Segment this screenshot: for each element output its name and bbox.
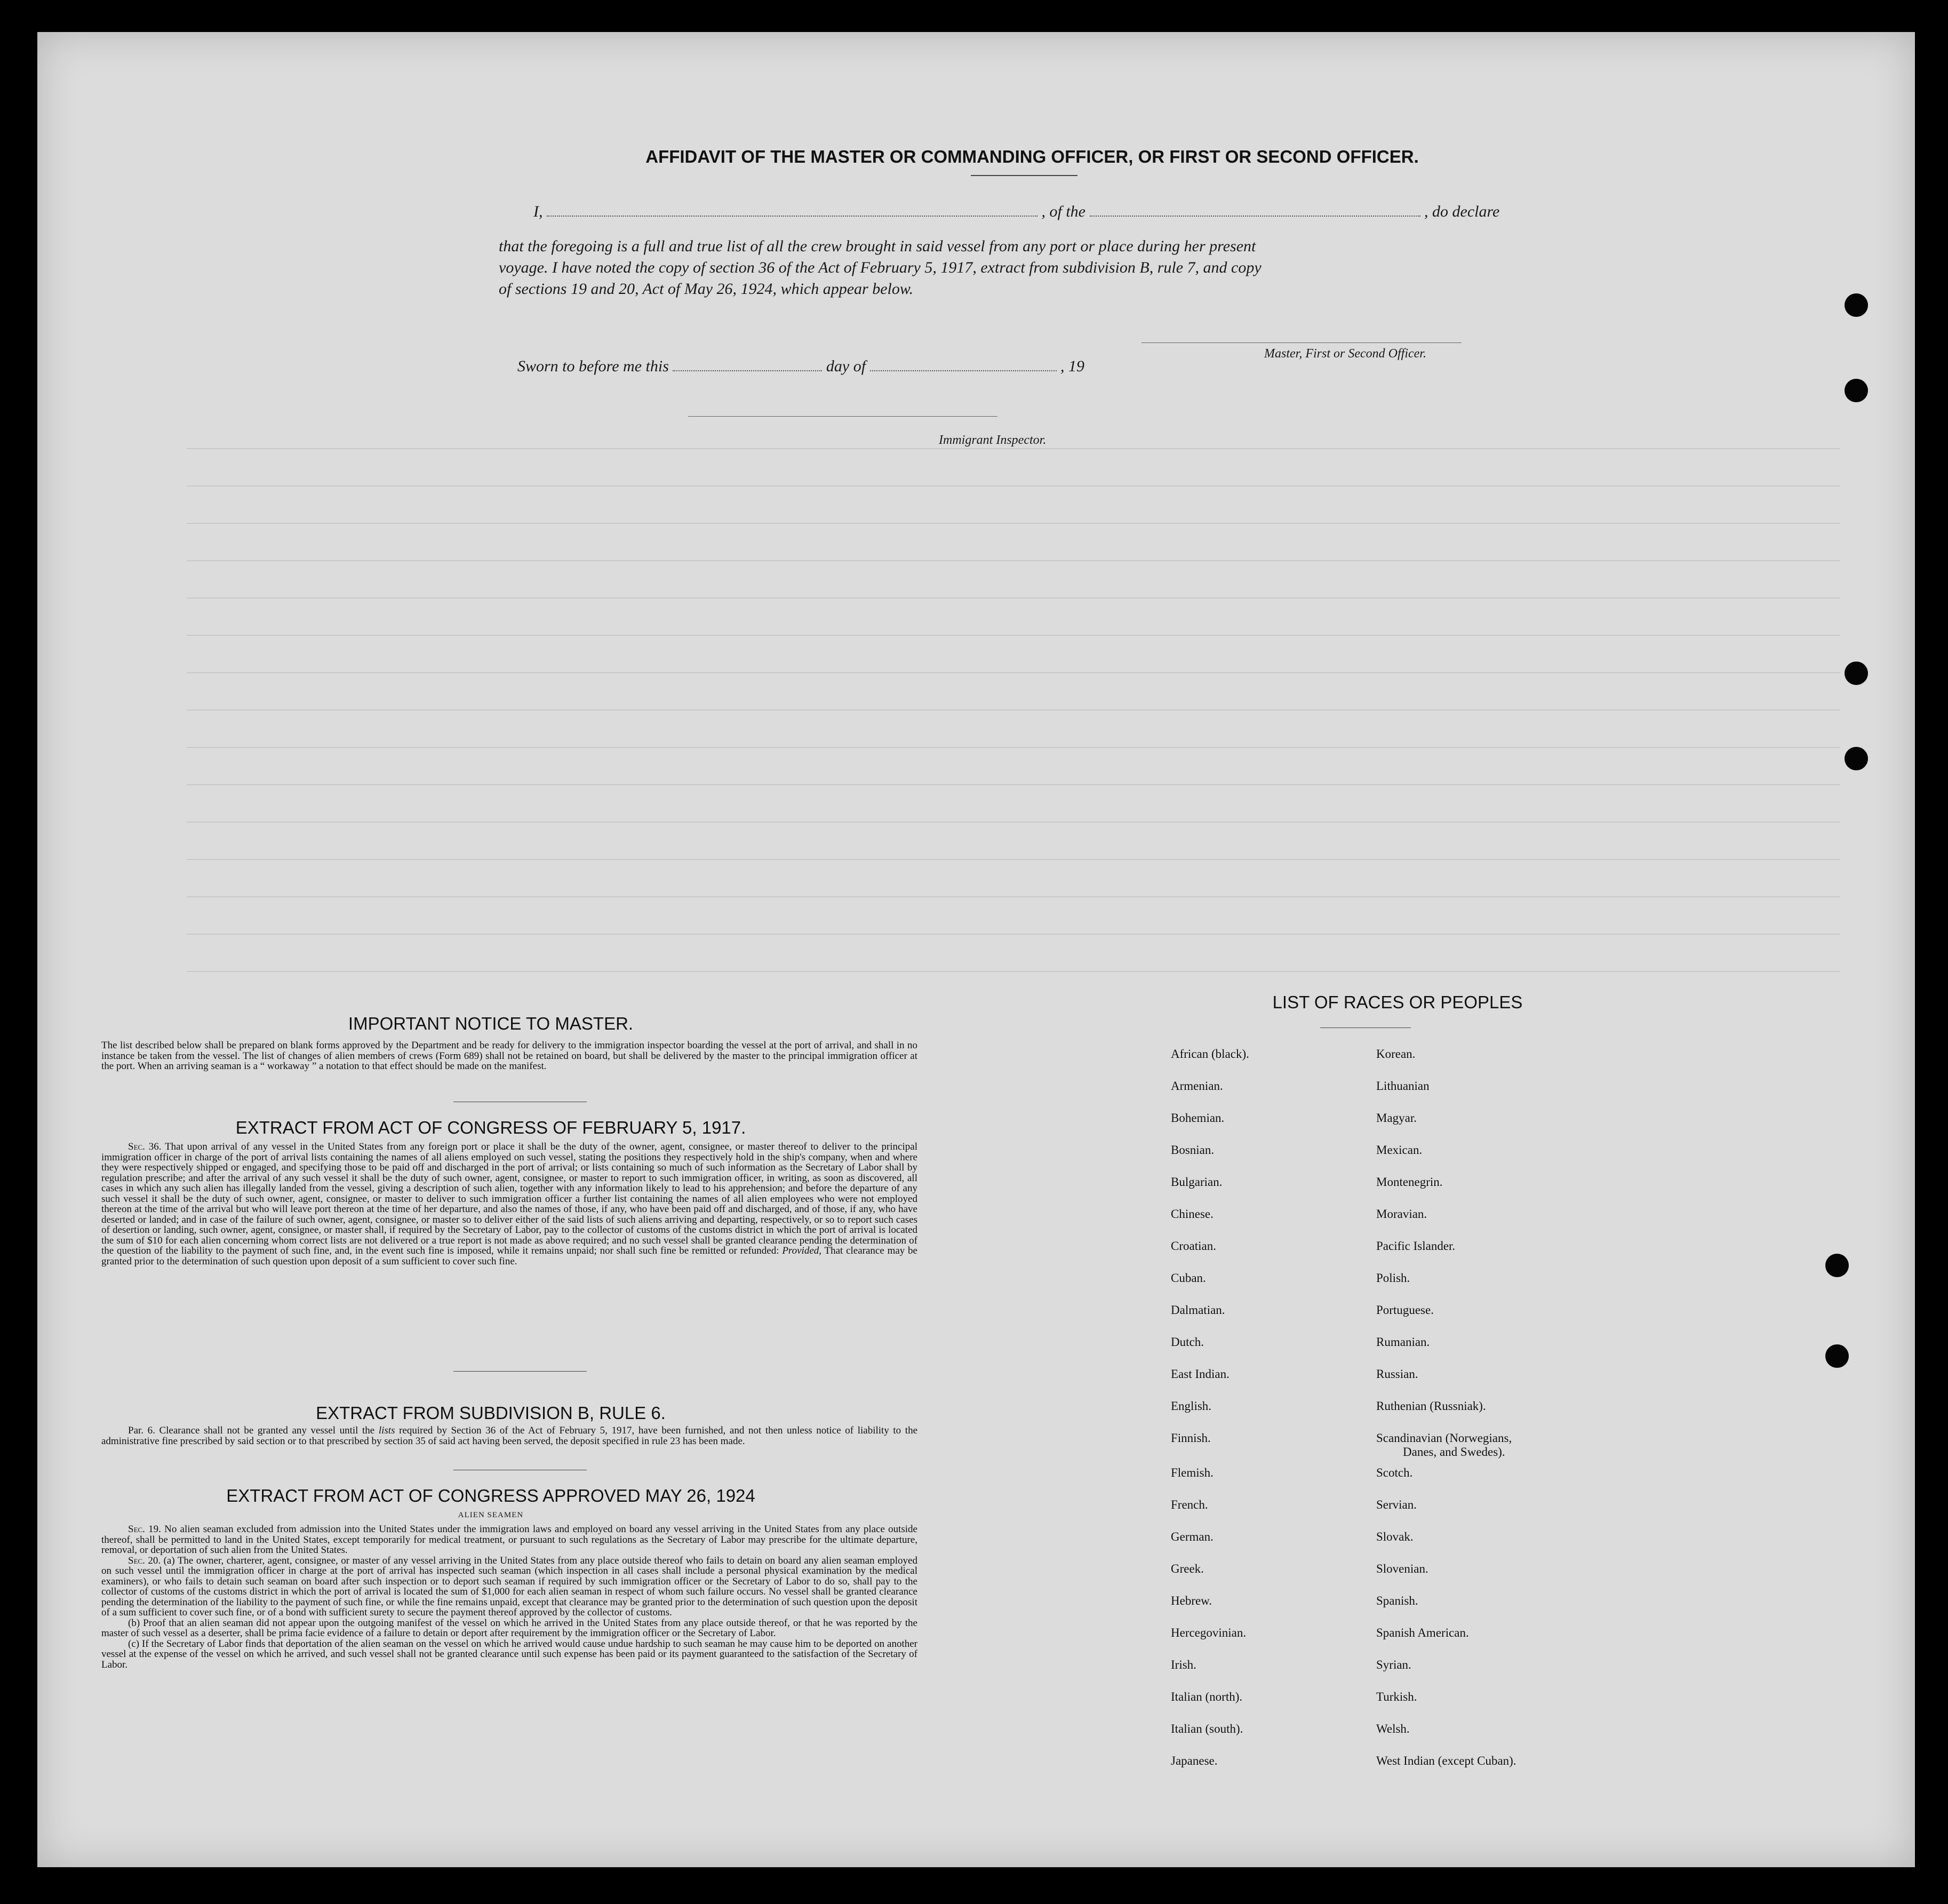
race-item: Korean. <box>1376 1047 1416 1061</box>
sec20c-text: (c) If the Secretary of Labor finds that deportation of the alien seaman on the vessel on which he arrived would cause undue hardship to such seaman he may cause him to be deported on another vessel at the expense of the vessel on which he arrived, and such vessel shall not be granted clearance until such expense has been paid or its payment guaranteed to the satisfaction of the Secretary of Labor. <box>101 1638 917 1670</box>
race-item: Japanese. <box>1171 1754 1218 1767</box>
punch-hole <box>1825 1254 1849 1277</box>
extract-1924-subtitle: ALIEN SEAMEN <box>458 1511 524 1519</box>
inspector-caption: Immigrant Inspector. <box>939 433 1047 447</box>
race-item: Turkish. <box>1376 1690 1417 1703</box>
races-title-rule <box>1320 1027 1411 1028</box>
inspector-signature-line[interactable] <box>688 416 997 417</box>
i-label: I, <box>533 203 543 220</box>
sworn-line <box>517 357 1084 376</box>
race-item: Pacific Islander. <box>1376 1239 1456 1253</box>
punch-hole <box>1845 662 1868 685</box>
race-item: Servian. <box>1376 1498 1417 1511</box>
race-item: Croatian. <box>1171 1239 1216 1253</box>
rule6-text-b: required by Section 36 of the Act of February 5, 1917, have been furnished, and not then unless notice of liability to the administrative fine prescribed by said section or to that prescribed by section 35 of said act having been served, the deposit specified in rule 23 has been made. <box>101 1425 918 1447</box>
race-item: Scandinavian (Norwegians, <box>1376 1431 1512 1445</box>
affidavit-body-2: voyage. I have noted the copy of section 36 of the Act of February 5, 1917, extract from subdivision B, rule 7, and copy <box>499 259 1262 276</box>
race-item: Polish. <box>1376 1271 1410 1285</box>
race-item: Scotch. <box>1376 1466 1413 1479</box>
race-item: Spanish American. <box>1376 1626 1469 1639</box>
extract-1924-title: EXTRACT FROM ACT OF CONGRESS APPROVED MAY 26, 1924 <box>226 1486 755 1505</box>
race-item: German. <box>1171 1530 1213 1543</box>
race-item: Dalmatian. <box>1171 1303 1225 1317</box>
race-item: Dutch. <box>1171 1335 1204 1349</box>
sec36-text: That upon arrival of any vessel in the United States from any foreign port or place it shall be the duty of the owner, agent, consignee, or master thereof to deliver to the principal immigration officer in charge of the port of arrival lists containing the names of all aliens employed on such vessel, stating the positions they respectively hold in the ship's company, when and where they were respectively shipped or engaged, and specifying those to be paid off and discharged in the port of arrival; or lists containing so much of such information as the Secretary of Labor shall by regulation prescribe; and after the arrival of any such vessel it shall be the duty of such owner, agent, consignee, or master to report to such immigration officer, in writing, as soon as discovered, all cases in which any such alien has illegally landed from the vessel, giving a description of such alien, together with any information likely to lead to his apprehension; and before the departure of any such vessel it shall be the duty of such owner, agent, consignee, or master to deliver to such immigration officer a further list containing the names of all alien employees who were not employed thereon at the time of the arrival but who will leave port thereon at the time of her departure, and also the names of those, if any, who have been paid off and discharged, and of those, if any, who have deserted or landed; and in case of the failure of such owner, agent, consignee, or master so to deliver either of the said lists of such aliens arriving and departing, respectively, or so to report such cases of desertion or landing, such owner, agent, consignee, or master shall, if required by the Secretary of Labor, pay to the collector of customs of the customs district in which the port of arrival is located the sum of $10 for each alien concerning whom correct lists are not delivered or a true report is not made as above required; and no such vessel shall be granted clearance pending the determination of the question of the liability to the payment of such fine, and, in the event such fine is imposed, while it remains unpaid; nor shall such fine be remitted or refunded: <box>101 1141 917 1256</box>
punch-hole <box>1825 1344 1849 1368</box>
race-item-continued: Danes, and Swedes). <box>1403 1445 1505 1459</box>
affidavit-line-1 <box>533 203 1547 221</box>
sec19-label: Sec. 19. <box>128 1524 161 1535</box>
race-item: Greek. <box>1171 1562 1204 1575</box>
affidavit-body-1: that the foregoing is a full and true list of all the crew brought in said vessel from any port or place during her present <box>499 237 1256 255</box>
race-item: Finnish. <box>1171 1431 1211 1445</box>
race-item: East Indian. <box>1171 1367 1230 1381</box>
race-item: Hercegovinian. <box>1171 1626 1247 1639</box>
lists-label: lists <box>378 1425 395 1436</box>
race-item: Irish. <box>1171 1658 1196 1671</box>
do-declare-label: , do declare <box>1424 203 1500 220</box>
extract-1917-text <box>101 1142 917 1266</box>
notice-text: The list described below shall be prepared on blank forms approved by the Department and be ready for delivery to the immigration inspector boarding the vessel at the port of arrival, and shall in no instance be taken from the vessel. The list of changes of alien members of crews (Form 689) shall not be retained on board, but shall be delivered by the master to the principal immigration officer at the port. When an arriving seaman is a “ workaway ” a notation to that effect should be made on the manifest. <box>101 1040 917 1072</box>
race-item: Rumanian. <box>1376 1335 1430 1349</box>
sec19-text: No alien seaman excluded from admission into the United States under the immigration laws and employed on board any vessel arriving in the United States from any place outside thereof, shall be permitted to land in the United States, except temporarily for medical treatment, or pursuant to such regulations as the Secretary of Labor may prescribe for the ultimate departure, removal, or deportation of such alien from the United States. <box>101 1524 917 1556</box>
sworn-day-field[interactable] <box>673 370 822 371</box>
document-sheet <box>37 32 1915 1867</box>
race-item: Bohemian. <box>1171 1111 1225 1125</box>
races-right-column <box>1376 1047 1590 1786</box>
race-item-multiline <box>1376 1431 1590 1466</box>
affidavit-title-rule <box>971 175 1077 176</box>
race-item: Magyar. <box>1376 1111 1417 1125</box>
vessel-field[interactable] <box>1090 216 1420 217</box>
of-the-label: , of the <box>1041 203 1085 220</box>
sec36-label: Sec. 36. <box>128 1141 162 1152</box>
races-left-column <box>1171 1047 1331 1786</box>
name-field[interactable] <box>547 216 1037 217</box>
race-item: Italian (south). <box>1171 1722 1243 1735</box>
punch-hole <box>1845 747 1868 770</box>
race-item: Armenian. <box>1171 1079 1223 1093</box>
race-item: French. <box>1171 1498 1208 1511</box>
punch-hole <box>1845 293 1868 317</box>
race-item: Hebrew. <box>1171 1594 1212 1607</box>
race-item: African (black). <box>1171 1047 1249 1061</box>
race-item: Spanish. <box>1376 1594 1418 1607</box>
signature-line[interactable] <box>1141 342 1462 343</box>
race-item: English. <box>1171 1399 1212 1413</box>
race-item: Flemish. <box>1171 1466 1213 1479</box>
race-item: Welsh. <box>1376 1722 1410 1735</box>
race-item: Russian. <box>1376 1367 1418 1381</box>
sec20-label: Sec. 20. <box>128 1555 161 1566</box>
race-item: Slovenian. <box>1376 1562 1428 1575</box>
race-item: Bosnian. <box>1171 1143 1215 1157</box>
sec20a-text: (a) The owner, charterer, agent, consignee, or master of any vessel arriving in the United States from any place outside thereof who fails to detain on board any alien seaman employed on such vessel until the immigration officer in charge at the port of arrival has inspected such seaman (which inspection in all cases shall include a personal physical examination by the medical examiners), or who fails to detain such seaman on board after such inspection or to deport such seaman if required by such immigration officer or the Secretary of Labor to do so, shall pay to the collector of customs of the customs district in which the port of arrival is located the sum of $1,000 for each alien seaman in respect of whom such failure occurs. No vessel shall be granted clearance pending the determination of the liability to the payment of such fine, or while the fine remains unpaid, except that clearance may be granted prior to the determination of such question upon the deposit of a sum sufficient to cover such fine, or of a bond with sufficient surety to secure the payment thereof approved by the collector of customs. <box>101 1555 917 1618</box>
race-item: Cuban. <box>1171 1271 1206 1285</box>
race-item: Bulgarian. <box>1171 1175 1223 1189</box>
sworn-month-field[interactable] <box>870 370 1057 371</box>
sec36-tail: That clearance may be granted prior to the determination of such question upon deposit of a sum sufficient to cover such fine. <box>101 1245 917 1267</box>
race-item: Montenegrin. <box>1376 1175 1443 1189</box>
race-item: Portuguese. <box>1376 1303 1434 1317</box>
notice-title: IMPORTANT NOTICE TO MASTER. <box>348 1014 634 1033</box>
signature-caption: Master, First or Second Officer. <box>1264 347 1426 361</box>
race-item: Ruthenian (Russniak). <box>1376 1399 1486 1413</box>
extract-rule6-title: EXTRACT FROM SUBDIVISION B, RULE 6. <box>316 1403 666 1423</box>
extract-rule6-text <box>101 1425 917 1446</box>
rule6-text-a: Par. 6. Clearance shall not be granted any vessel until the <box>128 1425 375 1436</box>
year-label: , 19 <box>1060 357 1085 375</box>
sec20b-text: (b) Proof that an alien seaman did not appear upon the outgoing manifest of the vessel on which he arrived in the United States from any place outside thereof, or that he was reported by the master of such vessel as a deserter, shall be prima facie evidence of a failure to detain or deport after requirement by the immigration officer or the Secretary of Labor. <box>101 1617 917 1639</box>
affidavit-title: AFFIDAVIT OF THE MASTER OR COMMANDING OFFICER, OR FIRST OR SECOND OFFICER. <box>645 147 1419 166</box>
extract-1917-rule <box>453 1371 587 1372</box>
provided-label: Provided, <box>782 1245 822 1256</box>
day-of-label: day of <box>826 357 866 375</box>
race-item: Italian (north). <box>1171 1690 1243 1703</box>
sworn-label: Sworn to before me this <box>517 357 669 375</box>
affidavit-body-3: of sections 19 and 20, Act of May 26, 1924, which appear below. <box>499 280 914 298</box>
extract-1917-title: EXTRACT FROM ACT OF CONGRESS OF FEBRUARY 5, 1917. <box>235 1118 746 1137</box>
race-item: Slovak. <box>1376 1530 1414 1543</box>
races-title: LIST OF RACES OR PEOPLES <box>1272 992 1523 1012</box>
race-item: Chinese. <box>1171 1207 1213 1221</box>
race-item: Mexican. <box>1376 1143 1423 1157</box>
punch-hole <box>1845 379 1868 402</box>
race-item: Moravian. <box>1376 1207 1427 1221</box>
race-item: Lithuanian <box>1376 1079 1430 1093</box>
race-item: Syrian. <box>1376 1658 1411 1671</box>
extract-1924-text <box>101 1524 917 1670</box>
race-item: West Indian (except Cuban). <box>1376 1754 1516 1767</box>
